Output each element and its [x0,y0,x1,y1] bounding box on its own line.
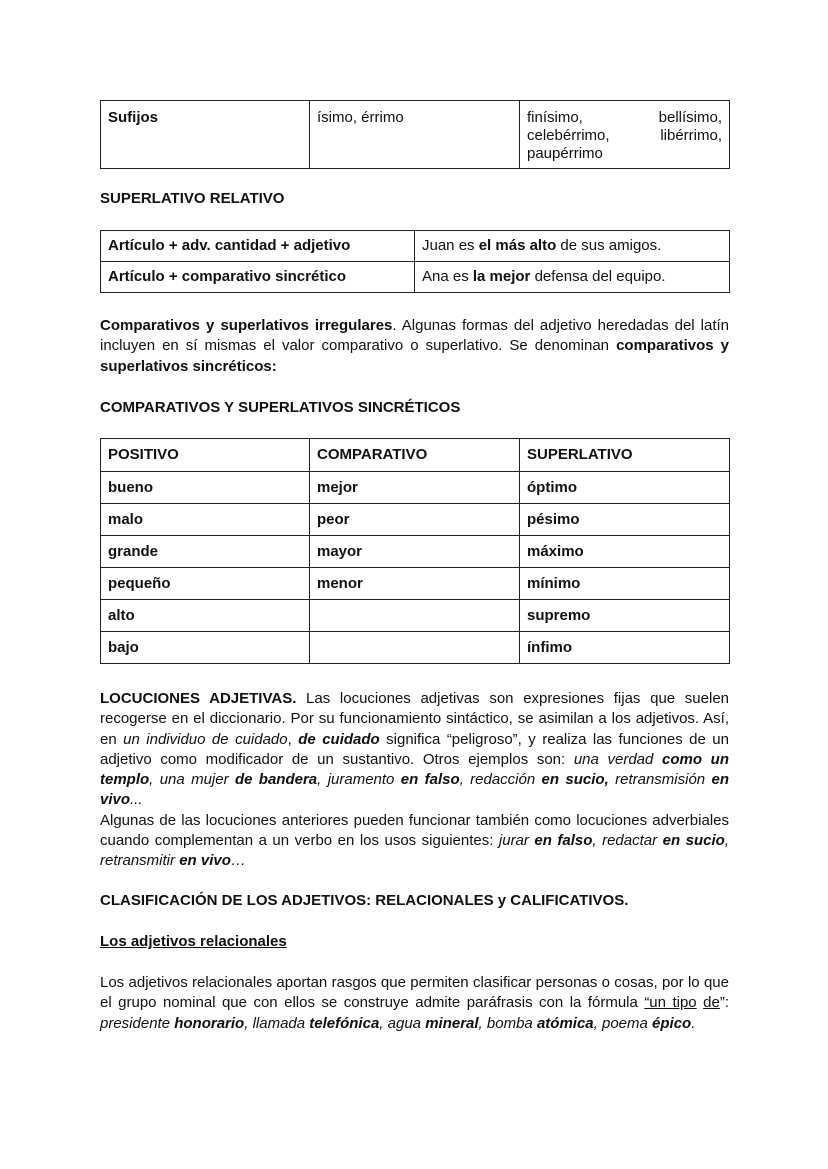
example: redactar [602,832,663,850]
text: , [724,832,729,850]
table-row [101,536,730,568]
table-cell: ínfimo [520,632,730,664]
table-cell: menor [310,568,520,600]
text: , [244,1014,253,1032]
table-cell: peor [310,504,520,536]
example-highlight: en vivo [100,771,730,809]
example-highlight: honorario [174,1014,245,1032]
text: , [593,1014,602,1032]
example-highlight: como un templo [100,750,729,789]
table-cell: mayor [310,536,520,568]
subsection-heading-relacionales: Los adjetivos relacionales [100,933,287,950]
superlativo-relativo-table [100,230,730,293]
text: . [691,1014,696,1032]
text: , [317,771,328,789]
sufijos-values: ísimo, érrimo [310,101,520,169]
text: Las locuciones adjetivas son expresiones fijas que suelen recogerse en el diccionario. Por su funcionamiento sintáctico, se asimilan a los adjetivos. Así, en [100,690,730,748]
table-row [101,231,730,262]
example: retransmisión [615,771,712,789]
example: retransmitir [100,852,180,870]
locuciones-paragraph [100,689,729,872]
example-highlight: de bandera [234,771,318,789]
text: , [287,730,299,748]
example: bomba [486,1014,537,1032]
example-text: Ana es [422,268,473,285]
relacionales-paragraph [100,973,729,1034]
text: Algunas de las locuciones anteriores pueden funcionar también como locuciones adverbiales cuando complementan a un verbo en los usos siguientes: [100,811,729,850]
example: un individuo de cuidado [123,730,288,748]
example-text: de sus amigos. [556,237,662,254]
example-highlight: épico [652,1014,692,1032]
table-row [101,101,730,169]
term: Comparativos y superlativos irregulares [100,317,393,334]
example: poema [601,1014,653,1032]
example: una verdad [573,750,663,768]
table-cell: pésimo [520,504,730,536]
column-header: SUPERLATIVO [520,439,730,472]
table-row [101,600,730,632]
example-cell [415,262,730,293]
formula-cell: Artículo + comparativo sincrético [101,262,415,293]
table-row [101,632,730,664]
section-heading-clasificacion: CLASIFICACIÓN DE LOS ADJETIVOS: RELACIONALES y CALIFICATIVOS. [100,892,629,909]
example: juramento [327,771,401,789]
table-row [101,568,730,600]
table-row [101,262,730,293]
table-cell [310,632,520,664]
text: , [459,771,471,789]
text: , [149,771,160,789]
example-highlight: de cuidado [298,730,380,748]
text: significa “peligroso”, y realiza las funciones de un adjetivo como modificador de un sustantivo. Otros ejemplos son: [100,730,729,768]
example-highlight: en sucio [662,832,725,850]
term: comparativos y superlativos sincréticos: [100,337,730,375]
table-cell [310,600,520,632]
column-header: POSITIVO [101,439,310,472]
text: : [724,994,729,1012]
example-text: Juan es [422,237,479,254]
sufijos-table [100,100,730,169]
term: LOCUCIONES ADJETIVAS. [100,690,297,707]
table-cell: mejor [310,472,520,504]
irregulares-paragraph [100,316,729,377]
example-highlight: en sucio, [541,771,609,789]
table-cell: grande [101,536,310,568]
example-word: bellísimo, [658,109,722,126]
text: , [379,1014,388,1032]
example: una mujer [159,771,235,789]
example: presidente [100,1014,175,1032]
section-heading-superlativo-relativo: SUPERLATIVO RELATIVO [100,190,285,207]
example-highlight: el más alto [478,237,557,254]
example-word: celebérrimo, [527,127,610,144]
example: jurar [498,832,535,850]
example-highlight: en falso [534,832,593,850]
sufijos-examples [520,101,730,169]
formula: de [703,994,720,1012]
table-cell: alto [101,600,310,632]
table-cell: máximo [520,536,730,568]
table-cell: mínimo [520,568,730,600]
text: … [230,852,246,870]
example: agua [387,1014,426,1032]
table-cell: supremo [520,600,730,632]
table-cell: pequeño [101,568,310,600]
text: , [592,832,603,850]
text: ” [719,994,725,1012]
example-highlight: en falso [400,771,460,789]
example-highlight: la mejor [472,268,531,285]
example-highlight: mineral [425,1014,479,1032]
table-cell: óptimo [520,472,730,504]
section-heading-sincreticos: COMPARATIVOS Y SUPERLATIVOS SINCRÉTICOS [100,399,461,416]
example-word: libérrimo, [660,127,722,144]
formula: “un [644,994,673,1012]
table-cell: malo [101,504,310,536]
example-cell [415,231,730,262]
sincreticos-table [100,438,730,664]
text: . Algunas formas del adjetivo heredadas del latín incluyen en sí mismas el valor comparativo o superlativo. Se denominan [100,317,730,355]
text: , [478,1014,487,1032]
sufijos-label: Sufijos [101,101,310,169]
table-cell: bueno [101,472,310,504]
table-cell: bajo [101,632,310,664]
example-highlight: telefónica [309,1014,380,1032]
text: Los adjetivos relacionales aportan rasgos que permiten clasificar personas o cosas, por lo que el grupo nominal que con ellos se construye admite paráfrasis con la fórmula [100,974,729,1012]
formula-cell: Artículo + adv. cantidad + adjetivo [101,231,415,262]
example-highlight: en vivo [179,852,231,870]
text: ... [130,791,143,809]
table-row [101,472,730,504]
table-header-row [101,439,730,472]
example: redacción [470,771,542,789]
example-word: paupérrimo [527,145,603,162]
formula: tipo [672,994,697,1012]
example-word: finísimo, [527,109,583,126]
table-row [101,504,730,536]
example: llamada [252,1014,310,1032]
example-highlight: atómica [536,1014,594,1032]
column-header: COMPARATIVO [310,439,520,472]
example-text: defensa del equipo. [530,268,666,285]
